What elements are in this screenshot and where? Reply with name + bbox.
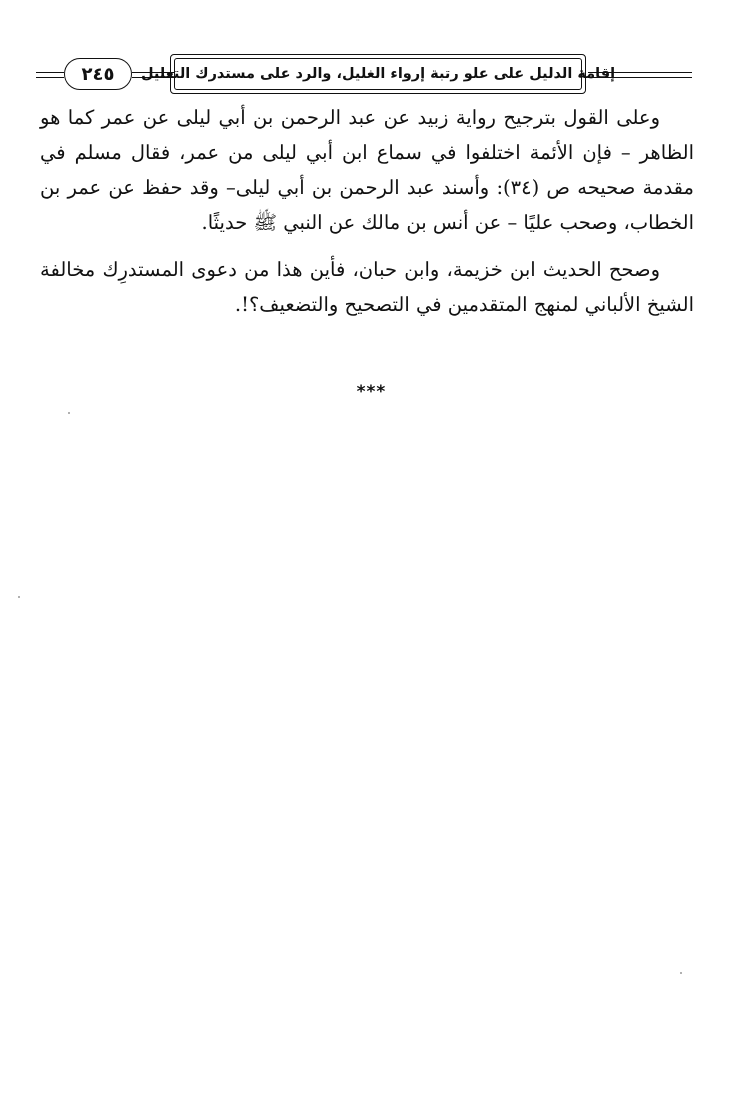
paragraph: وعلى القول بترجيح رواية زبيد عن عبد الرحمن بن أبي ليلى عن عمر كما هو الظاهر – فإن الأئمة اختلفوا في سماع ابن أبي ليلى من عمر، فقال مسلم في مقدمة صحيحه ص (٣٤): وأسند عبد الرحمن بن أبي ليلى– وقد حفظ عن عمر بن الخطاب، وصحب عليًا – عن أنس بن مالك عن النبي ﷺ حديثًا.: [40, 106, 694, 234]
running-title: إقامة الدليل على علو رتبة إرواء الغليل، والرد على مستدرك التعليل: [174, 58, 582, 90]
scan-speck: [18, 596, 20, 598]
scan-speck: [680, 972, 682, 974]
header-rule: [588, 72, 692, 73]
header-rule: [36, 72, 64, 73]
page-number: ٢٤٥: [64, 58, 132, 90]
page-header: [0, 52, 743, 96]
running-title-frame: [140, 54, 616, 94]
section-separator: ***: [356, 382, 387, 402]
header-rule: [588, 77, 692, 78]
main-text: [40, 100, 694, 322]
paragraph: وصحح الحديث ابن خزيمة، وابن حبان، فأين هذا من دعوى المستدرِك مخالفة الشيخ الألباني لمنهج المتقدمين في التصحيح والتضعيف؟!.: [40, 258, 694, 316]
header-rule: [36, 77, 64, 78]
scan-speck: [68, 412, 70, 414]
